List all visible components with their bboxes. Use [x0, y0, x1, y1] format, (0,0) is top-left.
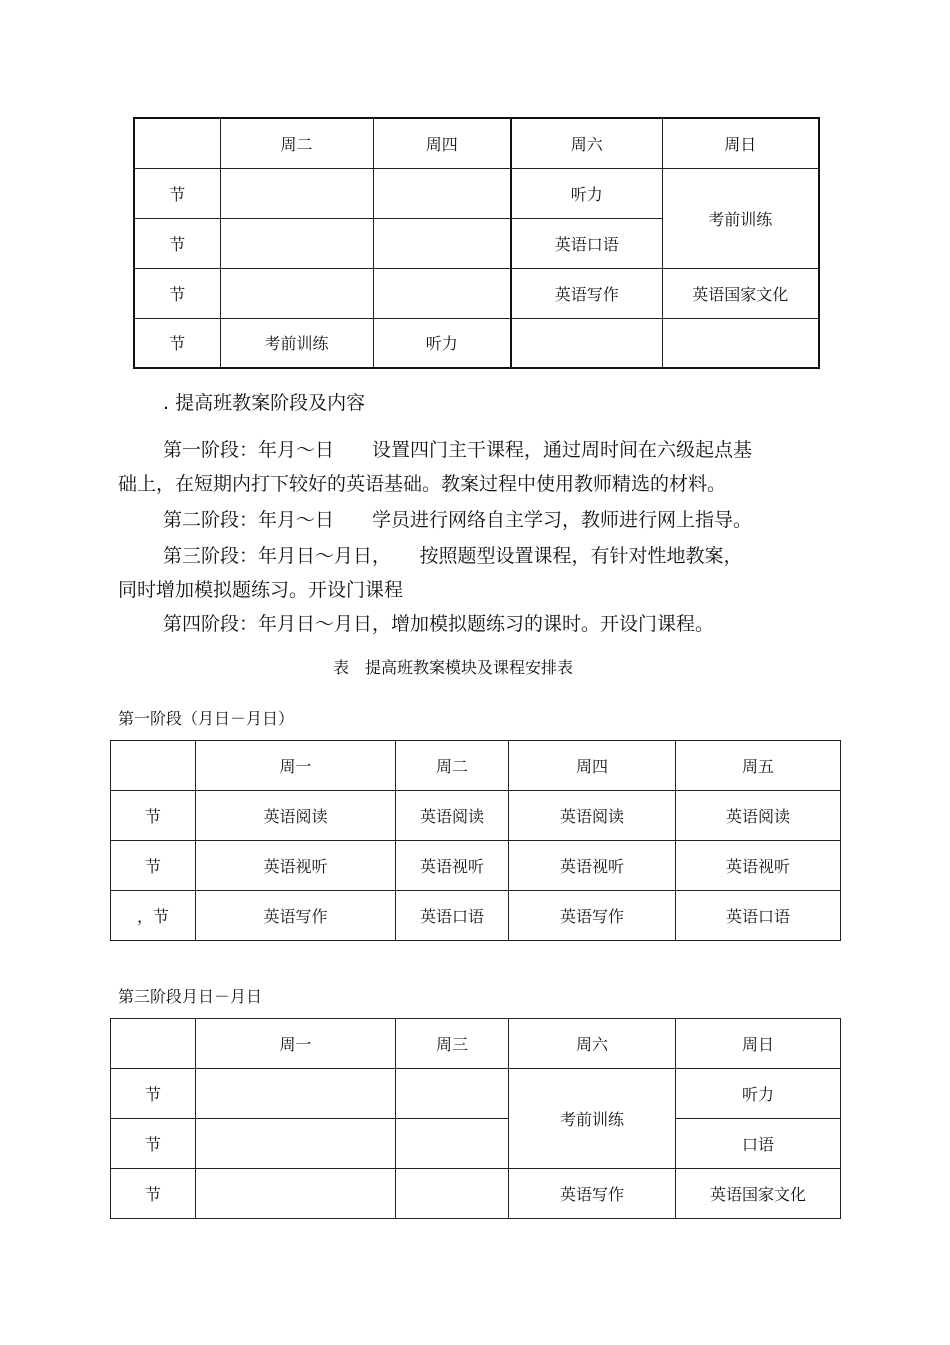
- table-cell: 听力: [511, 168, 662, 218]
- table-row: [111, 1169, 841, 1219]
- table-cell: [662, 318, 819, 368]
- table-row: [111, 1069, 841, 1119]
- header-cell: [111, 741, 196, 791]
- table-cell: 英语口语: [511, 218, 662, 268]
- table-cell: 英语写作: [509, 1169, 676, 1219]
- table-cell: [196, 1119, 396, 1169]
- table-row: [134, 168, 819, 218]
- header-cell: 周日: [662, 118, 819, 168]
- period-cell: ，节: [111, 891, 196, 941]
- header-cell: [134, 118, 220, 168]
- table-cell: [396, 1169, 509, 1219]
- section-heading: . 提高班教案阶段及内容: [163, 392, 366, 414]
- header-cell: 周一: [196, 1019, 396, 1069]
- table-cell: 英语视听: [676, 841, 841, 891]
- table-cell: 听力: [676, 1069, 841, 1119]
- header-cell: 周二: [396, 741, 509, 791]
- period-cell: 节: [134, 168, 220, 218]
- table-row: [111, 1119, 841, 1169]
- table-cell: 口语: [676, 1119, 841, 1169]
- table-row: [111, 891, 841, 941]
- paragraph-line: 第二阶段：年月～日 学员进行网络自主学习，教师进行网上指导。: [163, 509, 753, 531]
- stage-label: 第一阶段（月日－月日）: [118, 709, 295, 728]
- header-cell: 周四: [373, 118, 511, 168]
- header-cell: 周二: [220, 118, 373, 168]
- table-row: [134, 268, 819, 318]
- table-cell: 英语国家文化: [662, 268, 819, 318]
- table-cell: 英语阅读: [509, 791, 676, 841]
- table-cell: 英语视听: [196, 841, 396, 891]
- paragraph-line: 第一阶段：年月～日 设置四门主干课程，通过周时间在六级起点基: [163, 439, 753, 461]
- stage-label: 第三阶段月日－月日: [118, 987, 263, 1006]
- table-cell: 英语写作: [511, 268, 662, 318]
- table-cell: 英语国家文化: [676, 1169, 841, 1219]
- table-row: [111, 841, 841, 891]
- period-cell: 节: [111, 791, 196, 841]
- table-cell: 英语视听: [396, 841, 509, 891]
- table-cell: [396, 1069, 509, 1119]
- table-cell: 听力: [373, 318, 511, 368]
- table-cell: 英语口语: [676, 891, 841, 941]
- schedule-table-1: [133, 117, 820, 369]
- header-cell: 周六: [509, 1019, 676, 1069]
- paragraph-line: 第三阶段：年月日～月日， 按照题型设置课程，有针对性地教案，: [163, 545, 743, 567]
- table-cell: 英语写作: [509, 891, 676, 941]
- period-cell: 节: [111, 1169, 196, 1219]
- header-cell: 周三: [396, 1019, 509, 1069]
- table-cell: 英语写作: [196, 891, 396, 941]
- table-cell: [511, 318, 662, 368]
- table-cell: [373, 218, 511, 268]
- table-cell: [196, 1169, 396, 1219]
- period-cell: 节: [111, 841, 196, 891]
- period-cell: 节: [134, 268, 220, 318]
- header-cell: 周一: [196, 741, 396, 791]
- table-cell: 英语阅读: [676, 791, 841, 841]
- table-cell: [220, 218, 373, 268]
- header-cell: [111, 1019, 196, 1069]
- period-cell: 节: [134, 318, 220, 368]
- header-cell: 周五: [676, 741, 841, 791]
- schedule-table-3: [110, 1018, 841, 1219]
- header-cell: 周六: [511, 118, 662, 168]
- table-row: [111, 791, 841, 841]
- table-cell: 英语阅读: [396, 791, 509, 841]
- table-header-row: [134, 118, 819, 168]
- table-cell: [220, 168, 373, 218]
- table-cell: 英语口语: [396, 891, 509, 941]
- paragraph-line: 同时增加模拟题练习。开设门课程: [118, 579, 404, 601]
- table-caption: 表 提高班教案模块及课程安排表: [333, 658, 574, 677]
- table-cell: [220, 268, 373, 318]
- paragraph-line: 第四阶段：年月日～月日，增加模拟题练习的课时。开设门课程。: [163, 613, 715, 635]
- table-cell: [396, 1119, 509, 1169]
- table-cell: 英语视听: [509, 841, 676, 891]
- schedule-table-2: [110, 740, 841, 941]
- table-cell: 考前训练: [220, 318, 373, 368]
- table-cell: 英语阅读: [196, 791, 396, 841]
- table-cell: [373, 268, 511, 318]
- period-cell: 节: [111, 1069, 196, 1119]
- table-cell: [196, 1069, 396, 1119]
- table-cell: 考前训练: [509, 1069, 676, 1169]
- table-row: [134, 318, 819, 368]
- table-header-row: [111, 741, 841, 791]
- period-cell: 节: [134, 218, 220, 268]
- paragraph-line: 础上，在短期内打下较好的英语基础。教案过程中使用教师精选的材料。: [118, 473, 727, 495]
- table-cell: 考前训练: [662, 168, 819, 268]
- header-cell: 周日: [676, 1019, 841, 1069]
- period-cell: 节: [111, 1119, 196, 1169]
- table-cell: [373, 168, 511, 218]
- table-header-row: [111, 1019, 841, 1069]
- header-cell: 周四: [509, 741, 676, 791]
